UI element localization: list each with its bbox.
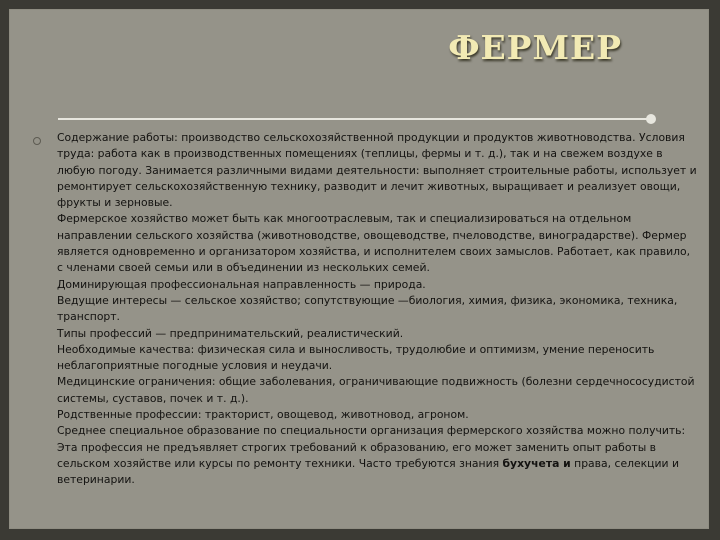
paragraph-education: Среднее специальное образование по специальности организация фермерского хозяйства можно получить: <box>57 424 686 438</box>
slide-title: ФЕРМЕР <box>448 28 622 67</box>
paragraph-qualities: Необходимые качества: физическая сила и выносливость, трудолюбие и оптимизм, умение переносить неблагоприятные погодные условия и неудачи. <box>57 342 655 373</box>
paragraph-profession-types: Типы профессий — предпринимательский, реалистический. <box>57 326 404 340</box>
requirements-text: Эта профессия не предъявляет строгих требований к образованию, его может заменить опыт работы в сельском хозяйстве или курсы по ремонту техники. Часто требуются знания <box>57 440 657 470</box>
paragraph-interests: Ведущие интересы — сельское хозяйство; сопутствующие —биология, химия, физика, экономика, техника, транспорт. <box>57 293 678 324</box>
paragraph-related: Родственные профессии: тракторист, овощевод, животновод, агроном. <box>57 408 469 422</box>
slide-frame <box>9 9 709 529</box>
bullet-icon <box>33 137 41 145</box>
divider-end-dot <box>646 114 656 124</box>
paragraph-orientation: Доминирующая профессиональная направленность — природа. <box>57 277 426 291</box>
requirements-tail: права, селекции и ветеринарии. <box>57 456 679 487</box>
title-divider <box>58 118 648 120</box>
paragraph-content: Содержание работы: производство сельскохозяйственной продукции и продуктов животноводства. Условия труда: работа как в производственных помещениях (теплицы, фермы и т. д.), так и на свежем воздухе в любую погоду. Занимается различными видами деятельности: выполняет строительные работы, использует и ремонтирует сельскохозяйственную технику, разводит и лечит животных, выращивает и реализует овощи, фрукты и зерновые. <box>57 131 697 210</box>
requirements-bold: бухучета и <box>502 456 571 470</box>
paragraph-requirements <box>57 440 697 489</box>
paragraph-farm-types: Фермерское хозяйство может быть как многоотраслевым, так и специализироваться на отдельном направлении сельского хозяйства (животноводстве, овощеводстве, пчеловодстве, виноградарстве). Фермер является одновременно и организатором хозяйства, и исполнителем своих замыслов. Работает, как правило, с членами своей семьи или в объединении из нескольких семей. <box>57 212 691 275</box>
slide-body <box>57 130 697 489</box>
paragraph-medical: Медицинские ограничения: общие заболевания, ограничивающие подвижность (болезни сердечнососудистой системы, суставов, почек и т. д.). <box>57 375 695 405</box>
